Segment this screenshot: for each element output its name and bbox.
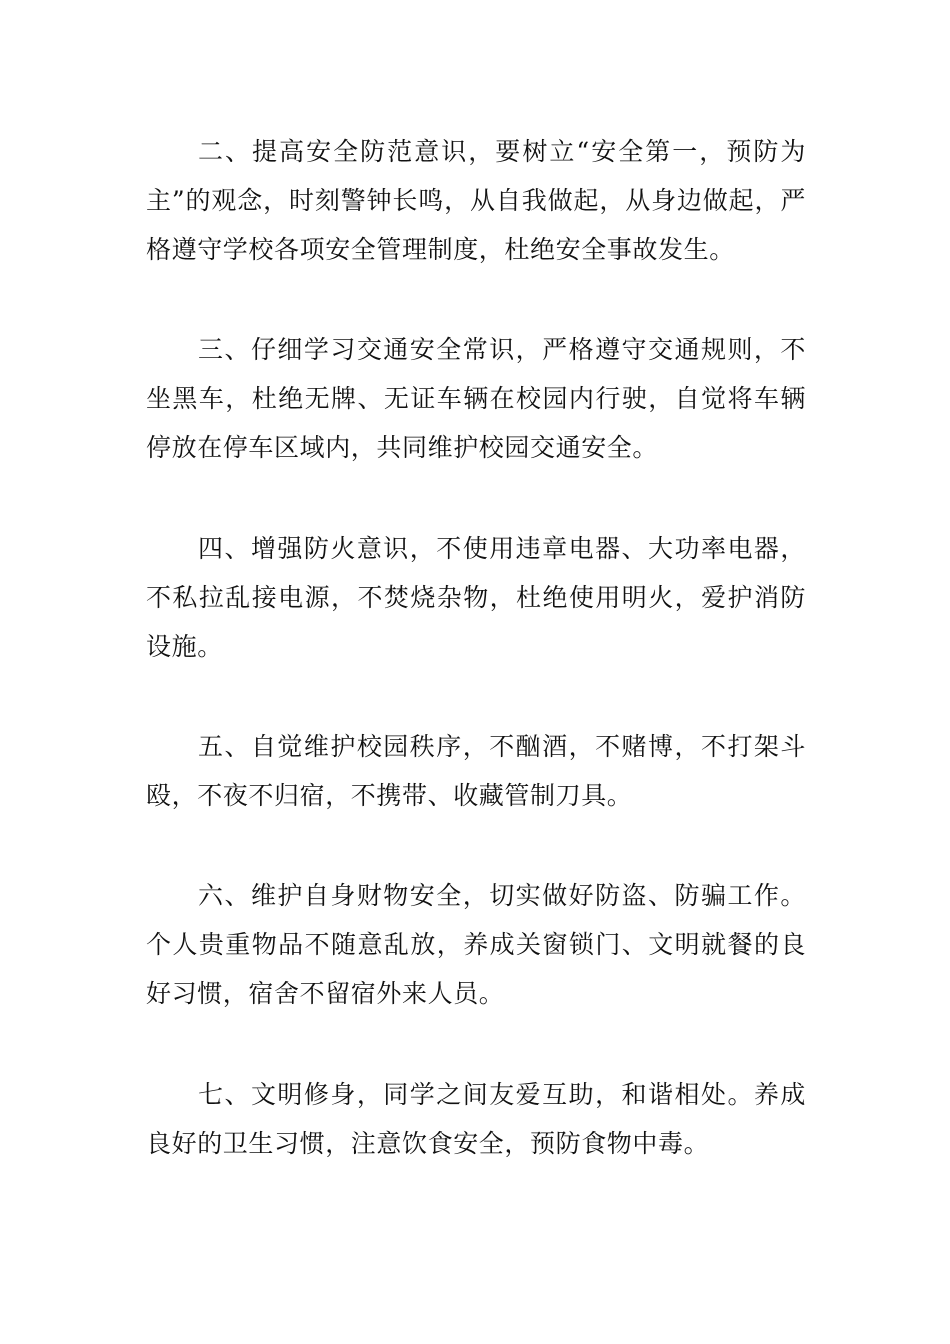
paragraph-item-5: 五、自觉维护校园秩序，不酗酒，不赌博，不打架斗殴，不夜不归宿，不携带、收藏管制刀具。	[146, 732, 806, 810]
paragraph-item-4: 四、增强防火意识，不使用违章电器、大功率电器，不私拉乱接电源，不焚烧杂物，杜绝使用明火，爱护消防设施。	[146, 534, 806, 661]
paragraph-item-3: 三、仔细学习交通安全常识，严格遵守交通规则，不坐黑车，杜绝无牌、无证车辆在校园内行驶，自觉将车辆停放在停车区域内，共同维护校园交通安全。	[146, 335, 806, 462]
paragraph-item-2: 二、提高安全防范意识，要树立“安全第一，预防为主”的观念，时刻警钟长鸣，从自我做起，从身边做起，严格遵守学校各项安全管理制度，杜绝安全事故发生。	[146, 137, 806, 264]
paragraph-item-7: 七、文明修身，同学之间友爱互助，和谐相处。养成良好的卫生习惯，注意饮食安全，预防食物中毒。	[146, 1080, 806, 1158]
paragraph-item-6: 六、维护自身财物安全，切实做好防盗、防骗工作。个人贵重物品不随意乱放，养成关窗锁门、文明就餐的良好习惯，宿舍不留宿外来人员。	[146, 881, 806, 1008]
